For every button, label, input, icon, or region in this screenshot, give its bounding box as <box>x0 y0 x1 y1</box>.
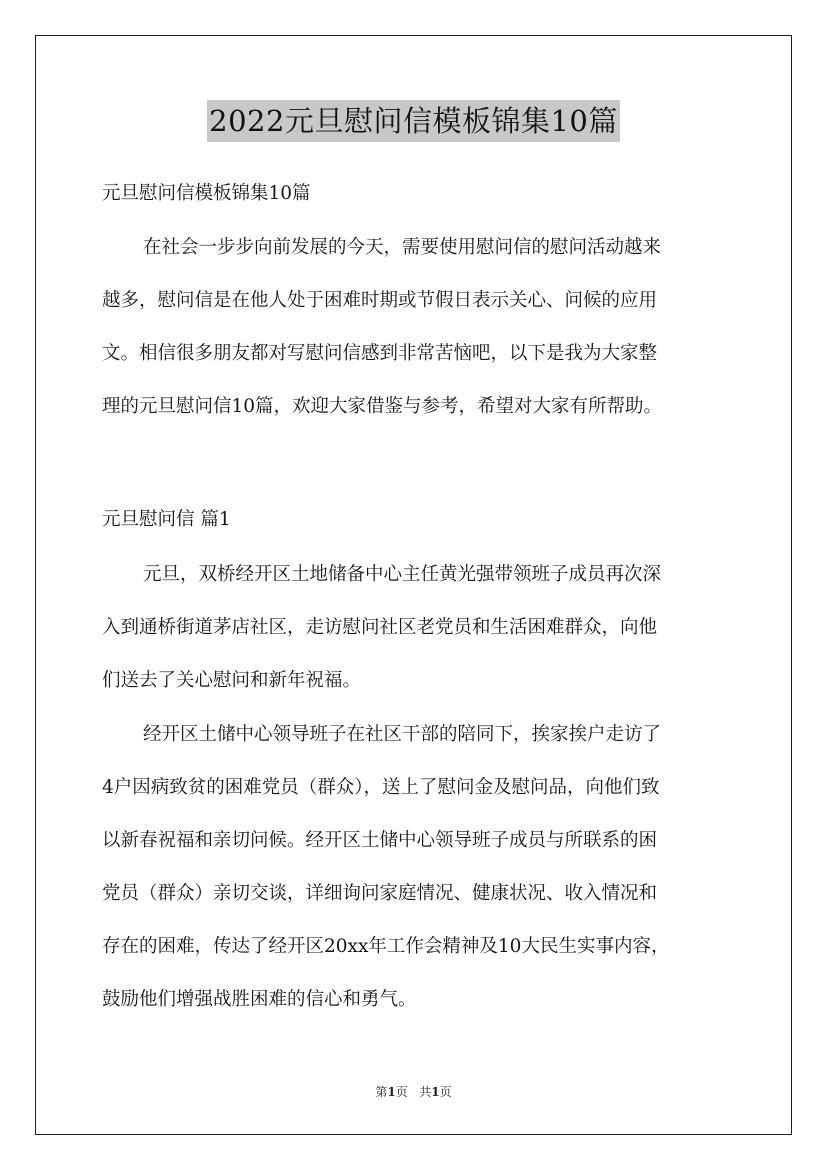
paragraph-line: 4户因病致贫的困难党员（群众），送上了慰问金及慰问品，向他们致 <box>102 777 660 798</box>
paragraph-line: 鼓励他们增强战胜困难的信心和勇气。 <box>102 989 417 1010</box>
page-number: 1 <box>387 1085 396 1099</box>
paragraph-line: 存在的困难，传达了经开区20xx年工作会精神及10大民生实事内容， <box>102 936 670 957</box>
intro-line: 越多，慰问信是在他人处于困难时期或节假日表示关心、问候的应用 <box>102 290 658 311</box>
total-prefix: 共 <box>419 1085 432 1099</box>
section-heading: 元旦慰问信 篇1 <box>102 509 231 530</box>
page-footer <box>0 1084 827 1100</box>
page-prefix: 第 <box>375 1085 388 1099</box>
total-number: 1 <box>431 1085 440 1099</box>
document-title: 2022元旦慰问信模板锦集10篇 <box>207 100 620 142</box>
paragraph-line: 党员（群众）亲切交谈，详细询问家庭情况、健康状况、收入情况和 <box>102 883 658 904</box>
title-container <box>0 100 827 142</box>
intro-line: 文。相信很多朋友都对写慰问信感到非常苦恼吧，以下是我为大家整 <box>102 343 658 364</box>
document-subtitle: 元旦慰问信模板锦集10篇 <box>102 183 311 204</box>
paragraph-line: 以新春祝福和亲切问候。经开区土储中心领导班子成员与所联系的困 <box>102 830 658 851</box>
page-suffix: 页 <box>395 1085 408 1099</box>
intro-line: 理的元旦慰问信10篇，欢迎大家借鉴与参考，希望对大家有所帮助。 <box>102 396 663 417</box>
paragraph-line: 经开区土储中心领导班子在社区干部的陪同下，挨家挨户走访了 <box>143 724 662 745</box>
intro-line: 在社会一步步向前发展的今天，需要使用慰问信的慰问活动越来 <box>143 237 662 258</box>
paragraph-line: 们送去了关心慰问和新年祝福。 <box>102 670 362 691</box>
paragraph-line: 元旦，双桥经开区土地储备中心主任黄光强带领班子成员再次深 <box>143 564 662 585</box>
paragraph-line: 入到通桥街道茅店社区，走访慰问社区老党员和生活困难群众，向他 <box>102 617 658 638</box>
total-suffix: 页 <box>439 1085 452 1099</box>
